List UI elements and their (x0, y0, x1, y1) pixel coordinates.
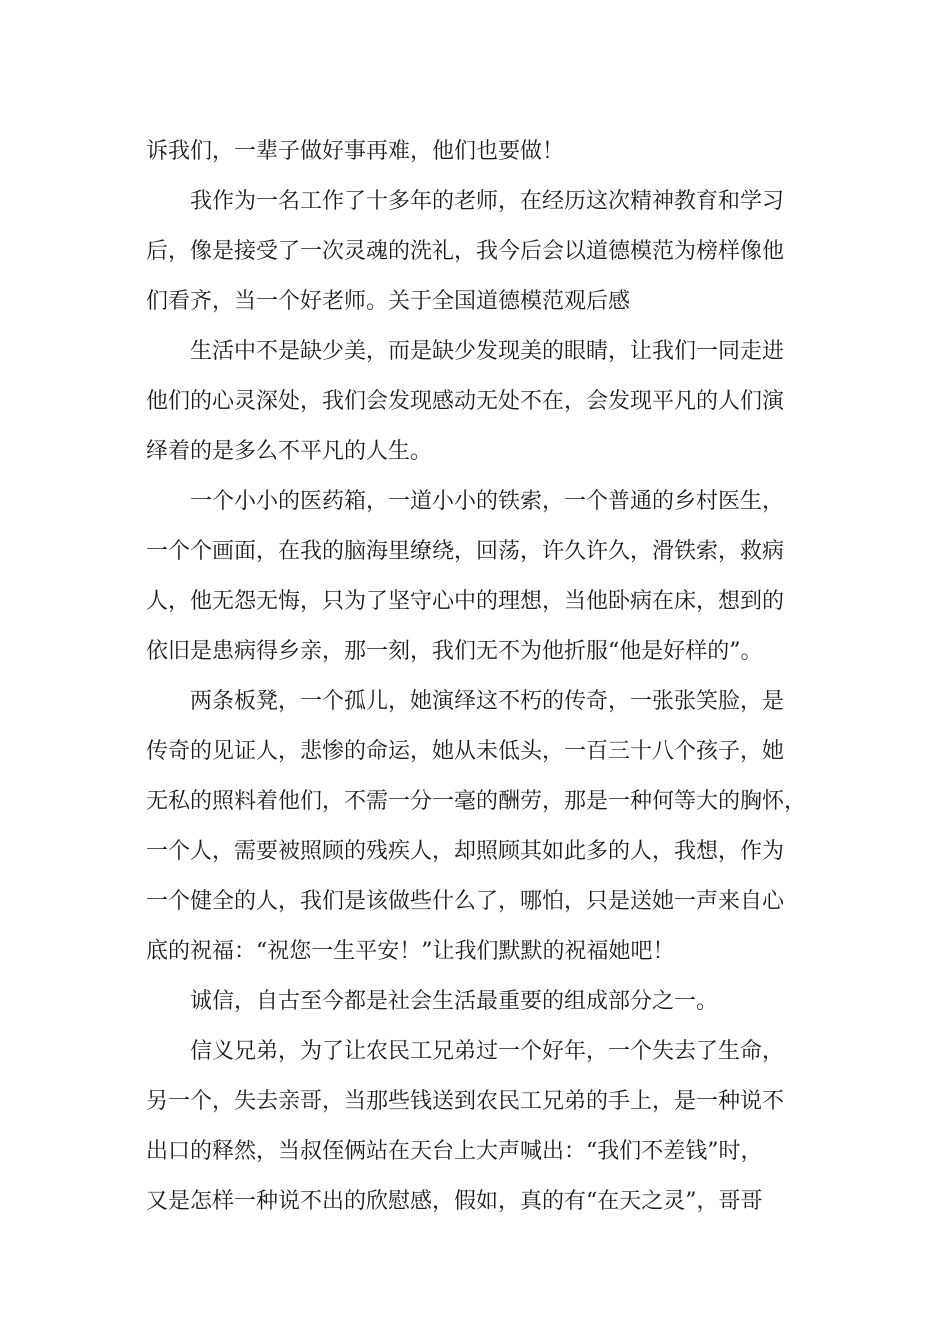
document-body (146, 127, 811, 1227)
text-line: 无私的照料着他们，不需一分一毫的酬劳，那是一种何等大的胸怀， (146, 789, 807, 814)
text-line: 他们的心灵深处，我们会发现感动无处不在，会发现平凡的人们演 (146, 389, 785, 414)
text-line: 底的祝福：“祝您一生平安！”让我们默默的祝福她吧！ (146, 939, 675, 964)
text-line: 诚信，自古至今都是社会生活最重要的组成部分之一。 (190, 989, 719, 1014)
text-line: 人，他无怨无悔，只为了坚守心中的理想，当他卧病在床，想到的 (146, 589, 785, 614)
text-line: 绎着的是多么不平凡的人生。 (146, 439, 433, 464)
text-line: 另一个，失去亲哥，当那些钱送到农民工兄弟的手上，是一种说不 (146, 1089, 785, 1114)
text-line: 两条板凳，一个孤儿，她演绎这不朽的传奇，一张张笑脸，是 (190, 689, 785, 714)
text-line: 依旧是患病得乡亲，那一刻，我们无不为他折服“他是好样的”。 (146, 639, 763, 664)
text-line: 一个人，需要被照顾的残疾人，却照顾其如此多的人，我想，作为 (146, 839, 785, 864)
text-line: 信义兄弟，为了让农民工兄弟过一个好年，一个失去了生命， (190, 1039, 785, 1064)
text-line: 又是怎样一种说不出的欣慰感，假如，真的有“在天之灵”，哥哥 (146, 1189, 763, 1214)
text-line: 传奇的见证人，悲惨的命运，她从未低头，一百三十八个孩子，她 (146, 739, 785, 764)
text-line: 我作为一名工作了十多年的老师，在经历这次精神教育和学习 (190, 189, 785, 214)
text-line: 一个小小的医药箱，一道小小的铁索，一个普通的乡村医生， (190, 489, 785, 514)
text-line: 出口的释然，当叔侄俩站在天台上大声喊出：“我们不差钱”时， (146, 1139, 763, 1164)
text-line: 诉我们，一辈子做好事再难，他们也要做！ (146, 139, 565, 164)
text-line: 生活中不是缺少美，而是缺少发现美的眼睛，让我们一同走进 (190, 339, 785, 364)
text-line: 一个个画面，在我的脑海里缭绕，回荡，许久许久，滑铁索，救病 (146, 539, 785, 564)
text-line: 们看齐，当一个好老师。关于全国道德模范观后感 (146, 289, 631, 314)
text-line: 一个健全的人，我们是该做些什么了，哪怕，只是送她一声来自心 (146, 889, 785, 914)
text-line: 后，像是接受了一次灵魂的洗礼，我今后会以道德模范为榜样像他 (146, 239, 785, 264)
